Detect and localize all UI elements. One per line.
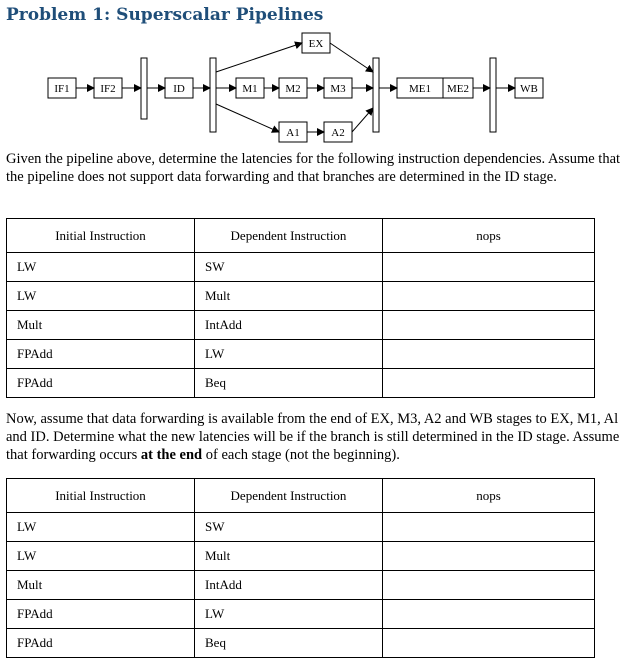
stage-me2: ME2	[447, 83, 469, 95]
nops-cell[interactable]	[383, 542, 595, 571]
initial-instruction-cell: LW	[7, 253, 195, 282]
latch-1	[141, 58, 147, 119]
table-row	[7, 571, 595, 600]
stage-id: ID	[173, 83, 185, 95]
latch-2	[210, 58, 216, 132]
stage-ex: EX	[308, 38, 324, 50]
nops-cell[interactable]	[383, 311, 595, 340]
dependent-instruction-cell: LW	[195, 600, 383, 629]
dependent-instruction-cell: Mult	[195, 542, 383, 571]
table-row	[7, 253, 595, 282]
table-row	[7, 600, 595, 629]
header-nops: nops	[383, 219, 595, 253]
header-dependent-instruction: Dependent Instruction	[195, 219, 383, 253]
stage-m3: M3	[330, 83, 346, 95]
stage-if2: IF2	[100, 83, 116, 95]
stage-m1: M1	[242, 83, 258, 95]
dependent-instruction-cell: IntAdd	[195, 571, 383, 600]
header-dependent-instruction: Dependent Instruction	[195, 479, 383, 513]
paragraph-2-emphasis: at the end	[140, 447, 203, 463]
initial-instruction-cell: Mult	[7, 311, 195, 340]
latch-3	[373, 58, 379, 132]
dependent-instruction-cell: SW	[195, 253, 383, 282]
stage-if1: IF1	[54, 83, 70, 95]
dependent-instruction-cell: IntAdd	[195, 311, 383, 340]
table-row	[7, 629, 595, 658]
nops-cell[interactable]	[383, 629, 595, 658]
dependent-instruction-cell: SW	[195, 513, 383, 542]
stage-me1: ME1	[409, 83, 431, 95]
instructions-paragraph-2	[6, 410, 628, 464]
table-row	[7, 513, 595, 542]
initial-instruction-cell: FPAdd	[7, 629, 195, 658]
header-nops: nops	[383, 479, 595, 513]
table-row	[7, 311, 595, 340]
latency-table-with-forwarding	[6, 478, 595, 658]
initial-instruction-cell: FPAdd	[7, 600, 195, 629]
table-row	[7, 542, 595, 571]
table-row	[7, 282, 595, 311]
header-initial-instruction: Initial Instruction	[7, 219, 195, 253]
page-title: Problem 1: Superscalar Pipelines	[6, 5, 324, 25]
table-row	[7, 369, 595, 398]
dependent-instruction-cell: Beq	[195, 369, 383, 398]
initial-instruction-cell: LW	[7, 513, 195, 542]
table-row	[7, 340, 595, 369]
nops-cell[interactable]	[383, 513, 595, 542]
dependent-instruction-cell: LW	[195, 340, 383, 369]
header-initial-instruction: Initial Instruction	[7, 479, 195, 513]
dependent-instruction-cell: Beq	[195, 629, 383, 658]
initial-instruction-cell: LW	[7, 282, 195, 311]
table-header-row	[7, 219, 595, 253]
initial-instruction-cell: FPAdd	[7, 340, 195, 369]
stage-m2: M2	[285, 83, 301, 95]
initial-instruction-cell: Mult	[7, 571, 195, 600]
stage-a1: A1	[286, 127, 300, 139]
nops-cell[interactable]	[383, 600, 595, 629]
nops-cell[interactable]	[383, 340, 595, 369]
pipeline-diagram	[0, 0, 633, 150]
initial-instruction-cell: FPAdd	[7, 369, 195, 398]
nops-cell[interactable]	[383, 571, 595, 600]
stage-wb: WB	[520, 83, 538, 95]
paragraph-2-text-b: of each stage (not the beginning).	[202, 447, 400, 463]
table-header-row	[7, 479, 595, 513]
nops-cell[interactable]	[383, 282, 595, 311]
latch-4	[490, 58, 496, 132]
dependent-instruction-cell: Mult	[195, 282, 383, 311]
paragraph-2-text-a: Now, assume that data forwarding is available from the end of EX, M3, A2 and WB stages to EX, M1, Al and ID. Determine what the new latencies will be if the branch is still determined in the ID stage. Assume that forwarding occurs	[6, 411, 620, 463]
stage-a2: A2	[331, 127, 345, 139]
instructions-paragraph-1: Given the pipeline above, determine the latencies for the following instruction dependencies. Assume that the pipeline does not support data forwarding and that branches are determined in the ID stage.	[6, 151, 621, 185]
latency-table-no-forwarding	[6, 218, 595, 398]
nops-cell[interactable]	[383, 253, 595, 282]
nops-cell[interactable]	[383, 369, 595, 398]
initial-instruction-cell: LW	[7, 542, 195, 571]
